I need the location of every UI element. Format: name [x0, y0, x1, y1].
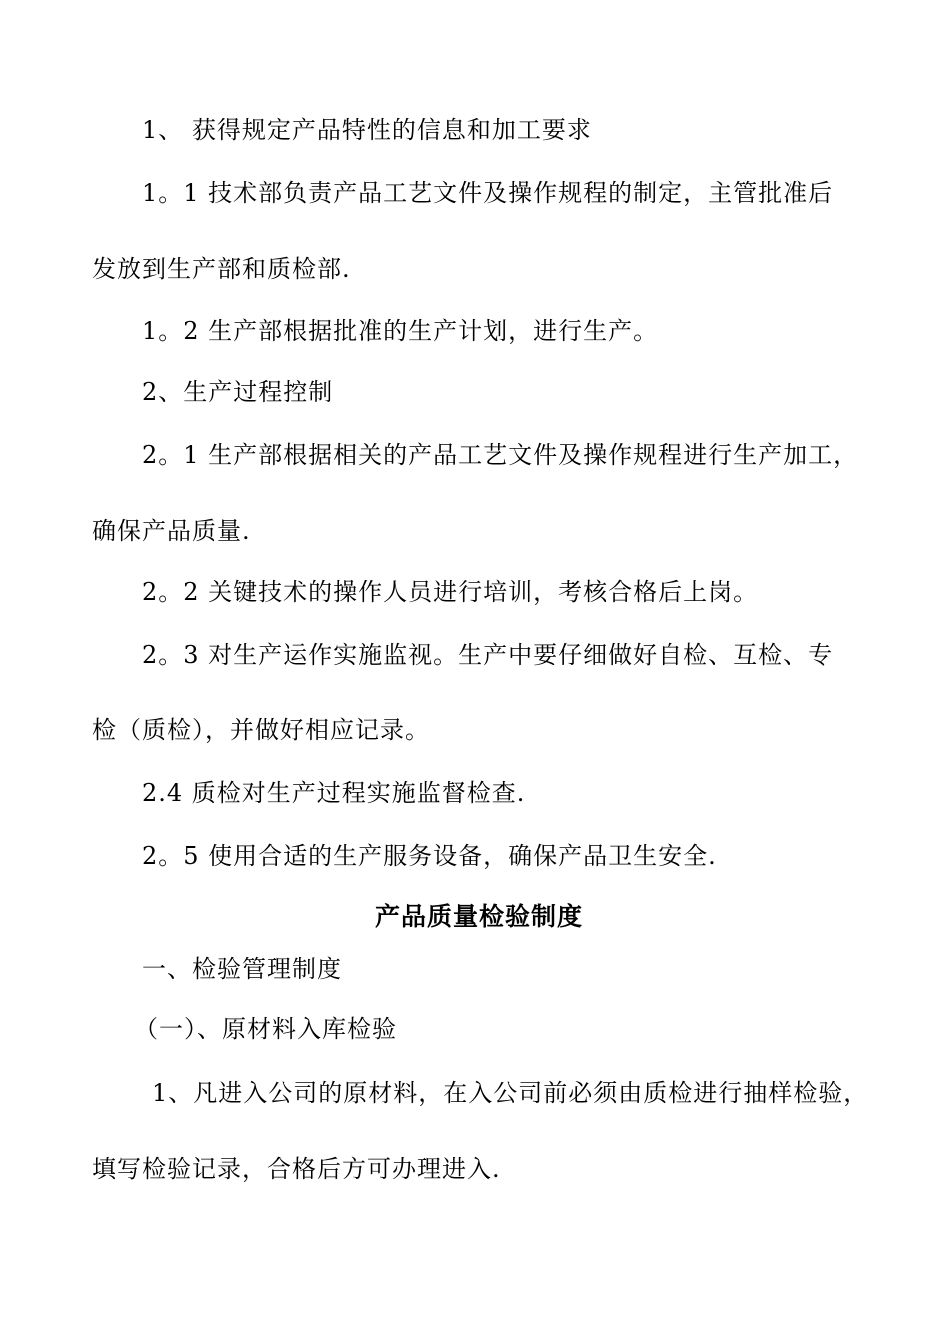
paragraph-line: 填写检验记录，合格后方可办理进入. [92, 1155, 501, 1183]
paragraph-line: 2。5 使用合适的生产服务设备，确保产品卫生安全. [142, 842, 717, 870]
paragraph-line: 2。2 关键技术的操作人员进行培训，考核合格后上岗。 [142, 578, 759, 606]
paragraph-line: （一）、原材料入库检验 [134, 1015, 397, 1043]
paragraph-line: 1。2 生产部根据批准的生产计划，进行生产。 [142, 317, 659, 345]
paragraph-line: 检（质检），并做好相应记录。 [92, 716, 430, 744]
paragraph-line: 1、 获得规定产品特性的信息和加工要求 [142, 116, 592, 144]
paragraph-line: 1。1 技术部负责产品工艺文件及操作规程的制定，主管批准后 [142, 179, 834, 207]
paragraph-line: 一、检验管理制度 [142, 955, 342, 983]
paragraph-line: 2。1 生产部根据相关的产品工艺文件及操作规程进行生产加工， [142, 441, 859, 469]
paragraph-line: 1、凡进入公司的原材料，在入公司前必须由质检进行抽样检验， [152, 1079, 869, 1107]
section-title: 产品质量检验制度 [375, 902, 584, 931]
paragraph-line: 确保产品质量. [92, 517, 251, 545]
paragraph-line: 2.4 质检对生产过程实施监督检查. [142, 779, 526, 807]
paragraph-line: 2。3 对生产运作实施监视。生产中要仔细做好自检、互检、专 [142, 641, 834, 669]
paragraph-line: 2、生产过程控制 [142, 378, 334, 406]
paragraph-line: 发放到生产部和质检部. [92, 255, 351, 283]
